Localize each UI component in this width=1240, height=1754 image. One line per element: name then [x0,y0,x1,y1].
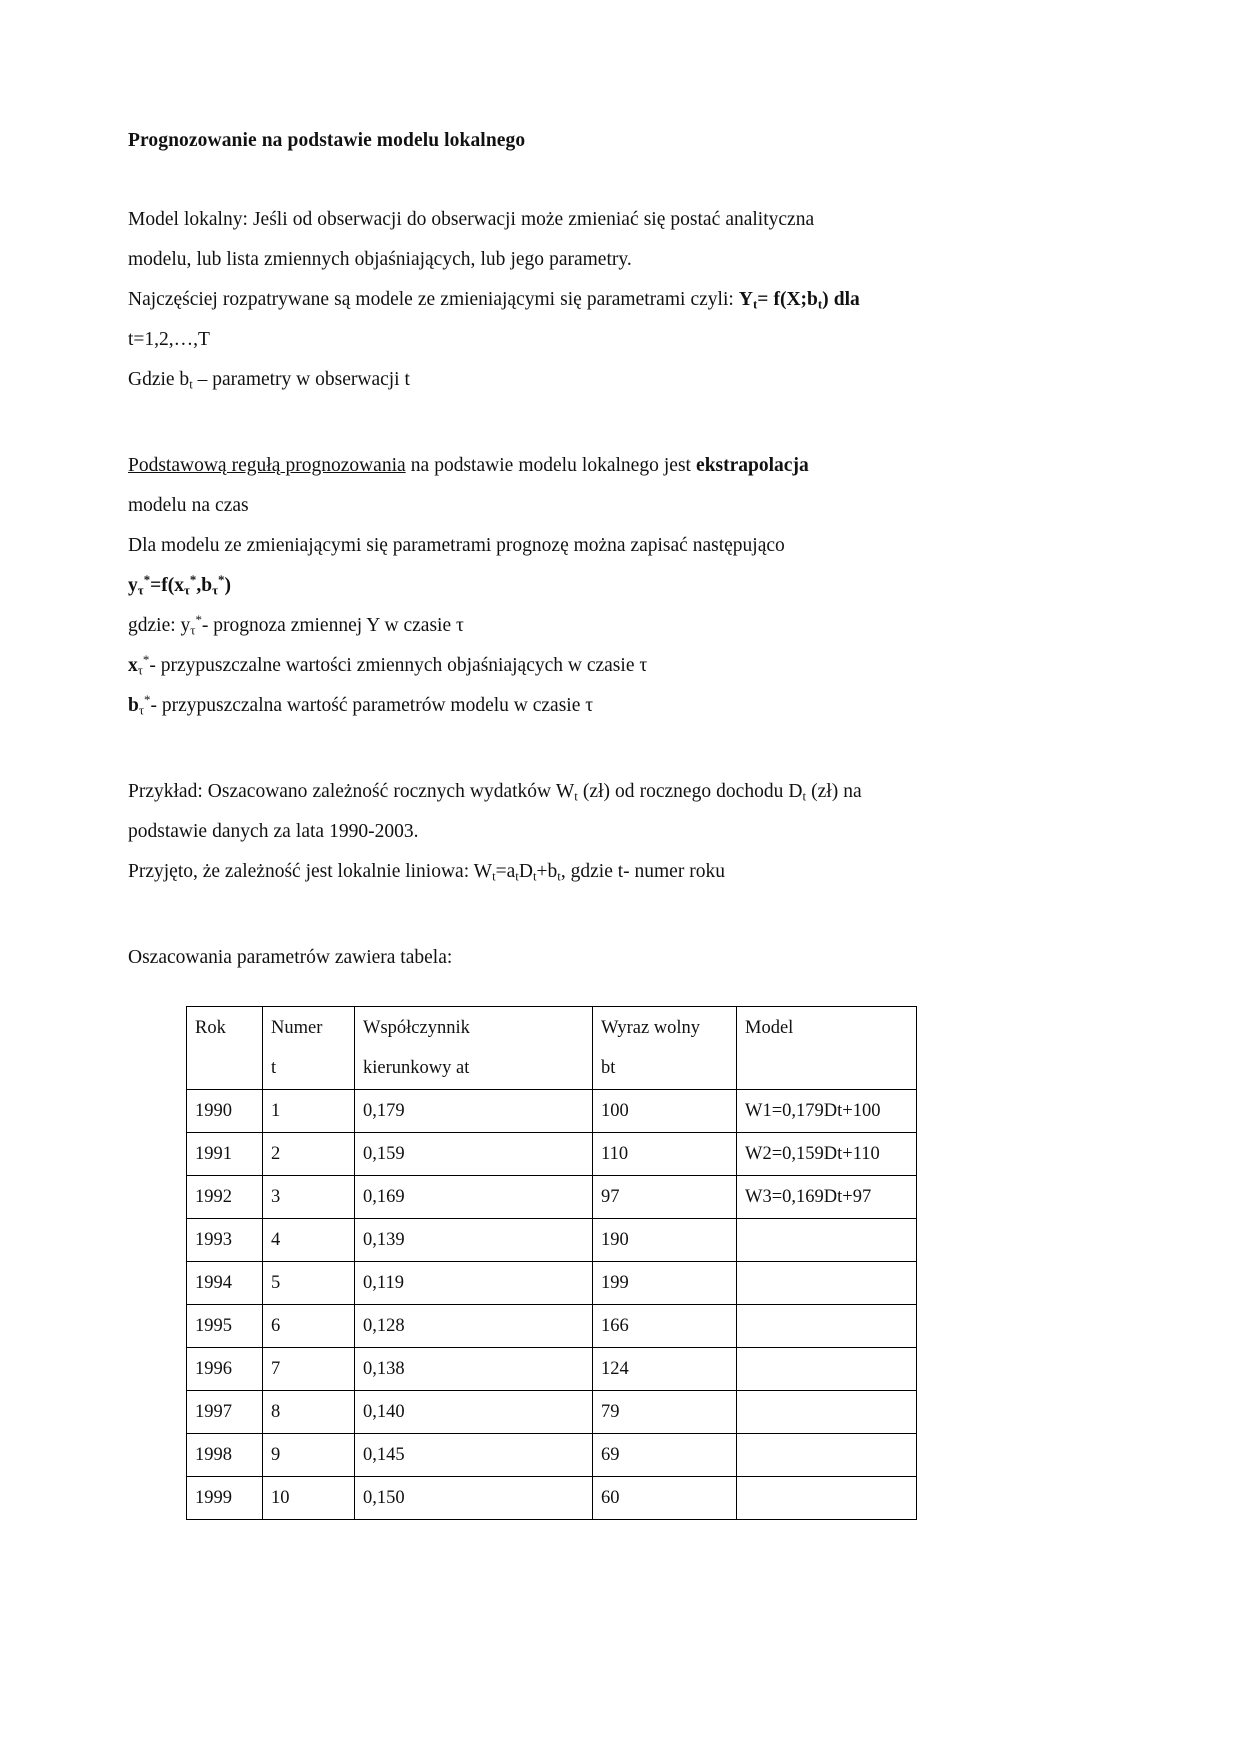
gdzie-subscript: t [189,377,193,392]
cell-model: W1=0,179Dt+100 [737,1090,917,1133]
gdzie-y-rest: - prognoza zmiennej Y w czasie τ [201,615,464,637]
cell-wyraz: 69 [593,1434,737,1477]
table-body [187,1090,917,1520]
cell-rok: 1996 [187,1348,263,1391]
cell-model [737,1305,917,1348]
cell-model: W3=0,169Dt+97 [737,1176,917,1219]
cell-rok: 1993 [187,1219,263,1262]
column-header-wspolczynnik [355,1007,593,1090]
cell-model [737,1262,917,1305]
cell-model [737,1434,917,1477]
przyjeto-m3: +b [536,861,558,883]
header-wyraz-line1: Wyraz wolny [601,1018,701,1039]
przyjeto-m2: D [518,861,533,883]
formula-eq: = f(X;b [757,289,818,311]
document-body [128,128,1028,1520]
gdzie-y-sub: τ [190,623,196,638]
gdzie-rest: – parametry w obserwacji t [192,369,410,391]
cell-numer: 7 [263,1348,355,1391]
x-sub: τ [137,663,143,678]
prognoza-b-sub: τ [212,583,219,598]
cell-numer: 8 [263,1391,355,1434]
column-header-wyraz-wolny [593,1007,737,1090]
column-header-rok [187,1007,263,1090]
cell-numer: 9 [263,1434,355,1477]
table-row [187,1305,917,1348]
model-def-line2: modelu, lub lista zmiennych objaśniających, lub jego parametry. [128,249,632,271]
cell-rok: 1995 [187,1305,263,1348]
cell-rok: 1994 [187,1262,263,1305]
cell-wyraz: 199 [593,1262,737,1305]
header-numer-line2: t [271,1058,277,1079]
cell-wyraz: 60 [593,1477,737,1520]
prognoza-x-sup: * [189,573,197,588]
cell-numer: 1 [263,1090,355,1133]
prognoza-eq: =f(x [150,575,184,597]
regula-middle: na podstawie modelu lokalnego jest [405,455,697,477]
spacer [128,892,1028,938]
prognoza-y: y [128,575,138,597]
cell-wyraz: 190 [593,1219,737,1262]
cell-numer: 10 [263,1477,355,1520]
formula-y: Y [738,289,753,311]
formula-prognoza-expression [128,575,231,596]
table-row [187,1090,917,1133]
cell-numer: 6 [263,1305,355,1348]
spacer [128,726,1028,772]
prognoza-x-sub: τ [183,583,190,598]
table-head [187,1007,917,1090]
column-header-model [737,1007,917,1090]
x-rest: - przypuszczalne wartości zmiennych objaśniających w czasie τ [149,655,648,677]
przyklad-line2: podstawie danych za lata 1990-2003. [128,821,419,843]
paragraph-t-range: t=1,2,…,T [128,329,210,351]
cell-wspolczynnik: 0,169 [355,1176,593,1219]
regula-line2: modelu na czas [128,495,249,517]
paragraph-regula [128,446,1028,526]
cell-wyraz: 97 [593,1176,737,1219]
table-header-row [187,1007,917,1090]
cell-wspolczynnik: 0,128 [355,1305,593,1348]
cell-wyraz: 124 [593,1348,737,1391]
b-label: b [128,695,139,717]
header-wyraz-line2: bt [601,1058,616,1079]
cell-wspolczynnik: 0,150 [355,1477,593,1520]
header-rok-line1: Rok [195,1018,226,1039]
gdzie-y-sup: * [195,613,202,628]
cell-numer: 5 [263,1262,355,1305]
formula-yt-fxbt [739,289,860,310]
cell-rok: 1990 [187,1090,263,1133]
cell-wyraz: 166 [593,1305,737,1348]
przyjeto-tail: , gdzie t- numer roku [560,861,725,883]
table-row [187,1262,917,1305]
cell-wspolczynnik: 0,179 [355,1090,593,1133]
spacer [128,400,1028,446]
paragraph-model-lokalny [128,200,1028,280]
cell-model [737,1219,917,1262]
column-header-numer [263,1007,355,1090]
paragraph-dla-modelu: Dla modelu ze zmieniającymi się parametrami prognozę można zapisać następująco [128,535,785,557]
gdzie-y-label: gdzie: y [128,615,191,637]
cell-rok: 1991 [187,1133,263,1176]
paragraph-najczesciej [128,280,1028,320]
cell-model [737,1477,917,1520]
cell-wyraz: 110 [593,1133,737,1176]
cell-wspolczynnik: 0,145 [355,1434,593,1477]
b-rest: - przypuszczalna wartość parametrów modelu w czasie τ [150,695,594,717]
table-row [187,1477,917,1520]
table-row [187,1219,917,1262]
cell-numer: 2 [263,1133,355,1176]
cell-wyraz: 79 [593,1391,737,1434]
przyjeto-m1: =a [495,861,516,883]
cell-model [737,1348,917,1391]
przyklad-d-sub: t [802,789,807,804]
paragraph-x-tau [128,646,1028,686]
prognoza-y-sub: τ [137,583,144,598]
cell-numer: 3 [263,1176,355,1219]
cell-rok: 1998 [187,1434,263,1477]
table-caption: Oszacowania parametrów zawiera tabela: [128,947,453,969]
przyklad-prefix: Przykład: Oszacowano zależność rocznych wydatków W [128,781,575,803]
table-row [187,1133,917,1176]
page-title: Prognozowanie na podstawie modelu lokalnego [128,130,526,151]
formula-y-subscript: t [752,297,758,312]
cell-wspolczynnik: 0,159 [355,1133,593,1176]
cell-wyraz: 100 [593,1090,737,1133]
paragraph-przyklad [128,772,1028,852]
paragraph-b-tau [128,686,1028,726]
cell-wspolczynnik: 0,119 [355,1262,593,1305]
header-model-line1: Model [745,1018,794,1039]
spacer [128,154,1028,200]
header-wspolczynnik-line1: Współczynnik [363,1018,470,1039]
table-row [187,1176,917,1219]
przyklad-w-sub: t [574,789,578,804]
x-sup: * [142,653,150,668]
przyjeto-sub4: t [557,869,561,884]
cell-wspolczynnik: 0,138 [355,1348,593,1391]
paragraph-gdzie-bt [128,360,1028,400]
header-wspolczynnik-line2: kierunkowy at [363,1058,470,1079]
x-label: x [128,655,138,677]
table-row [187,1391,917,1434]
najczesciej-prefix: Najczęściej rozpatrywane są modele ze zmieniającymi się parametrami czyli: [128,289,739,311]
przyjeto-sub2: t [515,869,519,884]
paragraph-gdzie-y-tau [128,606,1028,646]
przyklad-tail: (zł) na [806,781,862,803]
model-def-line1: Model lokalny: Jeśli od obserwacji do obserwacji może zmieniać się postać analityczna [128,209,815,231]
cell-model [737,1391,917,1434]
table-row [187,1348,917,1391]
prognoza-y-sup: * [143,573,151,588]
przyjeto-sub3: t [532,869,537,884]
params-table [186,1006,917,1520]
params-table-container [186,1006,1028,1520]
prognoza-b-sup: * [218,573,225,588]
gdzie-prefix: Gdzie b [128,369,190,391]
prognoza-comma: ,b [196,575,213,597]
paragraph-przyjeto [128,852,1028,892]
cell-wspolczynnik: 0,139 [355,1219,593,1262]
formula-tail: ) dla [822,289,860,311]
prognoza-close: ) [224,575,231,597]
regula-bold-term: ekstrapolacja [696,455,809,477]
cell-numer: 4 [263,1219,355,1262]
table-row [187,1434,917,1477]
header-numer-line1: Numer [271,1018,323,1039]
formula-b-subscript: t [817,297,823,312]
b-sup: * [144,693,151,708]
cell-model: W2=0,159Dt+110 [737,1133,917,1176]
przyklad-mid: (zł) od rocznego dochodu D [577,781,803,803]
cell-rok: 1999 [187,1477,263,1520]
regula-underlined-phrase: Podstawową regułą prognozowania [128,455,406,477]
przyjeto-sub1: t [492,869,496,884]
b-sub: τ [138,703,145,718]
formula-prognoza [128,566,1028,606]
cell-wspolczynnik: 0,140 [355,1391,593,1434]
cell-rok: 1997 [187,1391,263,1434]
cell-rok: 1992 [187,1176,263,1219]
przyjeto-prefix: Przyjęto, że zależność jest lokalnie liniowa: W [128,861,493,883]
